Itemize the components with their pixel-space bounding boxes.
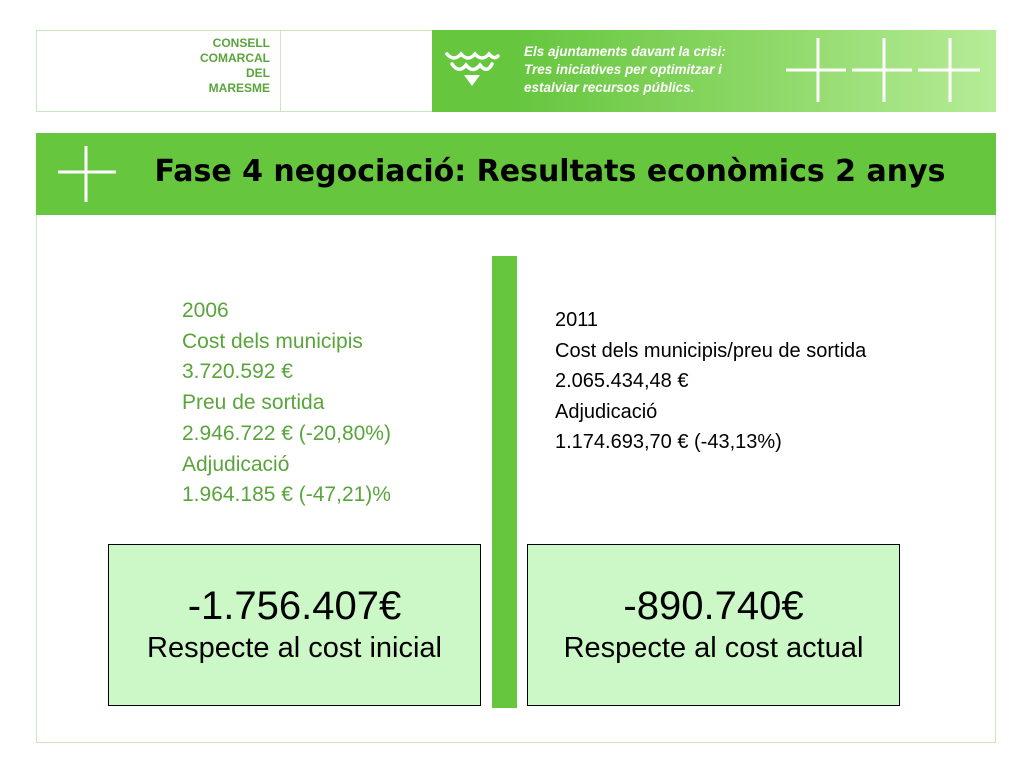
plus-icon (786, 38, 846, 102)
savings-box-initial (108, 544, 481, 706)
plus-icons-row (786, 38, 986, 102)
left-line: Preu de sortida (182, 391, 325, 415)
plus-icon (852, 38, 912, 102)
left-text-block (182, 296, 391, 511)
left-line: 2006 (182, 299, 229, 322)
left-line: Adjudicació (182, 452, 290, 476)
savings-label: Respecte al cost actual (563, 632, 864, 664)
left-line: Cost dels municipis (182, 329, 363, 353)
right-line: 2011 (555, 309, 599, 331)
left-line: 1.964.185 € (-47,21)% (182, 483, 391, 507)
page-title: Fase 4 negociació: Resultats econòmics 2 anys (154, 154, 946, 189)
logo-line: DEL (246, 66, 270, 80)
right-text-block (555, 305, 866, 458)
savings-label: Respecte al cost inicial (147, 632, 442, 664)
savings-box-current (527, 544, 900, 706)
savings-amount: -1.756.407€ (187, 584, 402, 628)
logo-line: MARESME (208, 81, 270, 95)
tagline-line: estalviar recursos públics. (524, 80, 695, 95)
tagline-line: Els ajuntaments davant la crisi: (524, 44, 726, 59)
header-divider (280, 30, 281, 112)
logo-text (36, 36, 270, 96)
right-line: Cost dels municipis/preu de sortida (555, 339, 867, 362)
tagline (524, 43, 804, 97)
plus-icon (58, 144, 118, 204)
right-line: 2.065.434,48 € (555, 370, 689, 392)
tagline-line: Tres iniciatives per optimitzar i (524, 62, 722, 77)
logo-line: CONSELL (212, 36, 270, 50)
vertical-divider-bar (492, 256, 517, 708)
left-line: 3.720.592 € (182, 360, 293, 384)
plus-icon (918, 38, 980, 102)
left-line: 2.946.722 € (-20,80%) (182, 421, 391, 445)
right-line: 1.174.693,70 € (-43,13%) (555, 431, 782, 453)
wave-logo-icon (444, 48, 500, 92)
logo-line: COMARCAL (200, 51, 270, 65)
right-line: Adjudicació (555, 400, 658, 423)
savings-amount: -890.740€ (623, 584, 804, 628)
